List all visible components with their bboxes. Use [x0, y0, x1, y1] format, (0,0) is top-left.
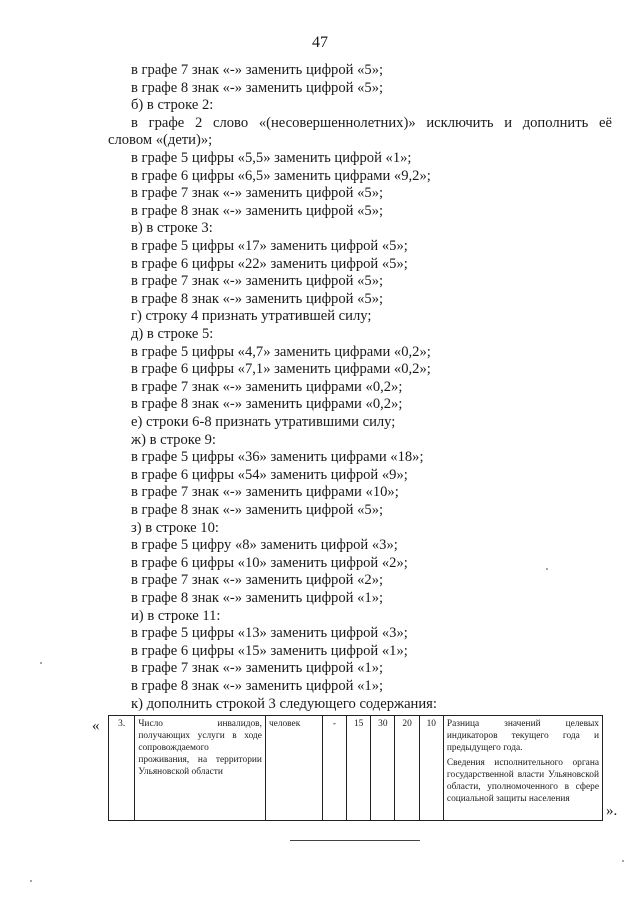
text-line: в графе 8 знак «-» заменить цифрой «1»; — [131, 678, 384, 694]
text-line: в) в строке 3: — [131, 220, 213, 237]
scan-speck — [40, 662, 42, 664]
text-line: в графе 7 знак «-» заменить цифрой «5»; — [131, 62, 384, 78]
text-word: графе — [148, 114, 185, 131]
unit-cell: человек — [265, 716, 322, 821]
text-line: в графе 7 знак «-» заменить цифрой «1»; — [131, 660, 384, 677]
text-line: в графе 7 знак «-» заменить цифрой «2»; — [131, 572, 384, 589]
source-text-1: Разница значений целевых индикаторов текущего года и предыдущего года. — [446, 719, 599, 753]
text-line: к) дополнить строкой 3 следующего содержания: — [131, 695, 437, 712]
value-cell-4: 20 — [395, 716, 419, 821]
text-line: д) в строке 5: — [131, 326, 214, 342]
text-line: ж) в строке 9: — [131, 431, 216, 448]
text-line: в графе 7 знак «-» заменить цифрами «10»; — [131, 484, 399, 501]
text-line: в графе 8 знак «-» заменить цифрой «1»; — [131, 590, 384, 606]
table-row — [109, 716, 603, 821]
text-word: слово — [212, 114, 249, 131]
text-line: в графе 5 цифры «4,7» заменить цифрами «0,2»; — [131, 343, 431, 360]
text-line: з) в строке 10: — [131, 519, 219, 536]
text-line: в графе 6 цифры «54» заменить цифрой «9»; — [131, 466, 408, 483]
text-line: в графе 6 цифры «22» заменить цифрой «5»; — [131, 255, 408, 272]
scan-speck — [30, 880, 32, 882]
scan-speck — [546, 568, 548, 570]
text-line: в графе 7 знак «-» заменить цифрой «5»; — [131, 185, 384, 202]
text-line: и) в строке 11: — [131, 607, 221, 624]
text-line: словом «(дети)»; — [108, 132, 213, 149]
text-line: в графе 6 цифры «15» заменить цифрой «1»; — [131, 642, 408, 659]
text-line: в графе 5 цифры «5,5» заменить цифрой «1»; — [131, 150, 412, 166]
text-word: её — [598, 114, 612, 131]
text-line: в графе 8 знак «-» заменить цифрами «0,2»; — [131, 396, 403, 413]
text-word: «(несовершеннолетних)» — [258, 114, 416, 131]
text-word: 2 — [194, 114, 203, 131]
text-line — [131, 115, 612, 132]
text-line: в графе 8 знак «-» заменить цифрой «5»; — [131, 79, 384, 96]
text-line: г) строку 4 признать утратившей силу; — [131, 308, 372, 325]
source-text-2: Сведения исполнительного органа государственной власти Ульяновской области, уполномоченного в сфере социальной защиты населения — [446, 758, 599, 804]
open-quote: « — [92, 718, 100, 734]
text-word: дополнить — [522, 114, 589, 131]
text-line: в графе 7 знак «-» заменить цифрами «0,2»; — [131, 378, 403, 395]
text-line: е) строки 6-8 признать утратившими силу; — [131, 414, 396, 430]
value-cell-3: 30 — [371, 716, 395, 821]
text-line: в графе 8 знак «-» заменить цифрой «5»; — [131, 202, 384, 219]
text-line: в графе 5 цифры «17» заменить цифрой «5»; — [131, 238, 408, 254]
value-cell-1: - — [322, 716, 346, 821]
text-word: в — [131, 114, 138, 131]
row-number-cell: 3. — [109, 716, 135, 821]
close-quote: ». — [606, 803, 618, 819]
text-line: в графе 6 цифры «6,5» заменить цифрами «9,2»; — [131, 167, 431, 184]
indicator-name-cell: Число инвалидов, получающих услуги в ходе сопровождаемого проживания, на территории Ульяновской области — [135, 716, 266, 821]
text-line: в графе 5 цифру «8» заменить цифрой «3»; — [131, 537, 398, 554]
scan-speck — [622, 860, 624, 862]
text-line: в графе 8 знак «-» заменить цифрой «5»; — [131, 502, 384, 518]
text-word: исключить — [426, 114, 494, 131]
text-line: в графе 5 цифры «36» заменить цифрами «18»; — [131, 449, 424, 466]
text-line: б) в строке 2: — [131, 97, 214, 114]
text-line: в графе 6 цифры «10» заменить цифрой «2»; — [131, 554, 408, 571]
text-line: в графе 5 цифры «13» заменить цифрой «3»; — [131, 625, 408, 642]
text-word: и — [504, 114, 513, 131]
value-cell-5: 10 — [419, 716, 443, 821]
text-line: в графе 6 цифры «7,1» заменить цифрами «0,2»; — [131, 361, 431, 378]
source-cell — [443, 716, 602, 821]
amendment-table — [108, 715, 603, 821]
text-line: в графе 7 знак «-» заменить цифрой «5»; — [131, 273, 384, 290]
footer-rule — [290, 840, 420, 841]
text-line: в графе 8 знак «-» заменить цифрой «5»; — [131, 290, 384, 307]
value-cell-2: 15 — [347, 716, 371, 821]
page-number: 47 — [312, 34, 328, 51]
